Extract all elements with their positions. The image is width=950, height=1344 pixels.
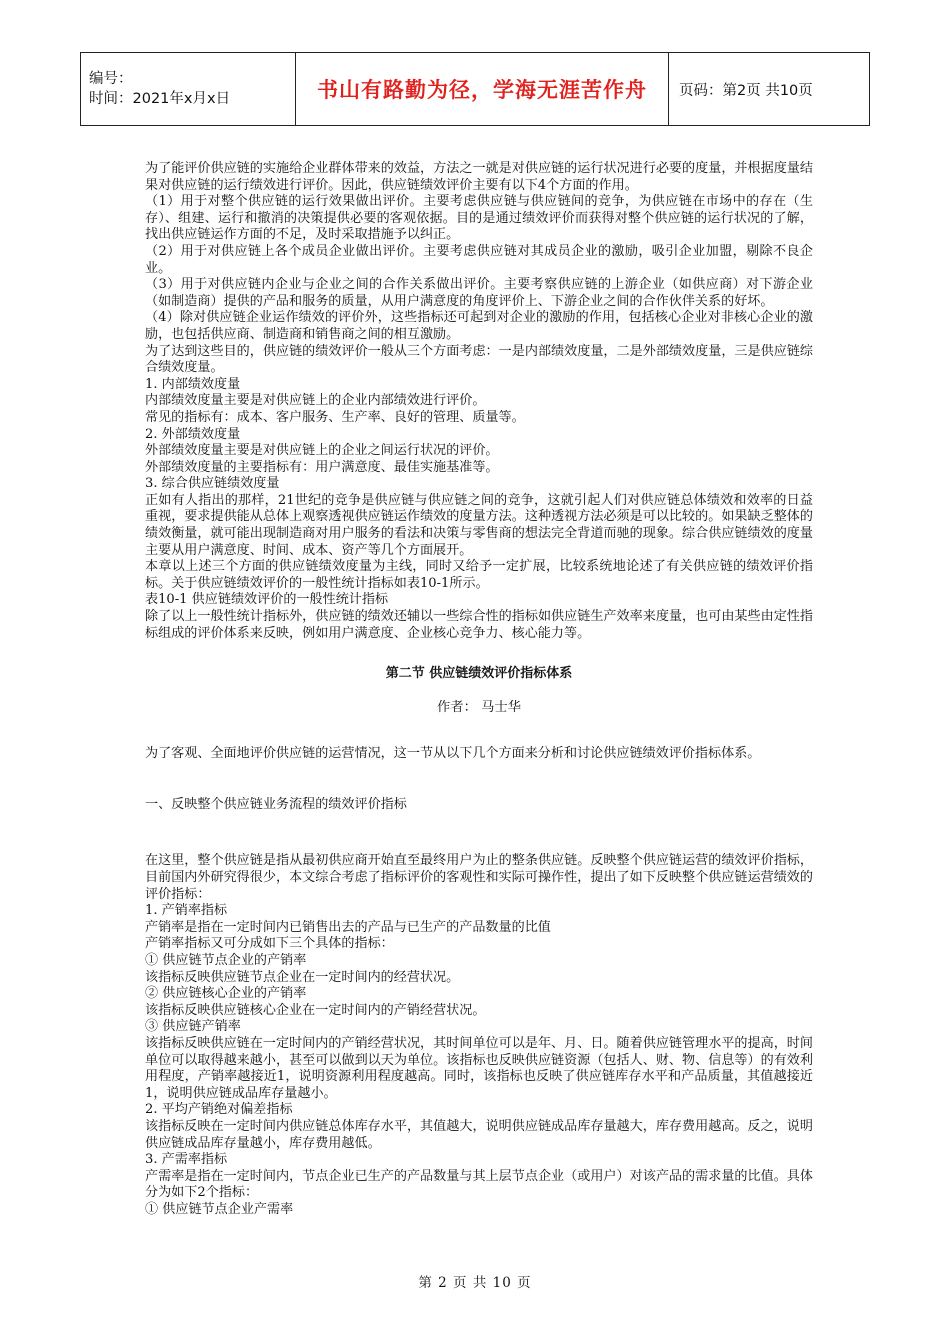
table-caption: 表10-1 供应链绩效评价的一般性统计指标 xyxy=(145,592,389,608)
paragraph: 在这里，整个供应链是指从最初供应商开始直至最终用户为止的整条供应链。反映整个供应链运营的绩效评价指标，目前国内外研究得很少，本文综合考虑了指标评价的客观性和实际可操作性，提出了如下反映整个供应链运营绩效的评价指标： xyxy=(145,853,813,902)
subsection-heading: 一、反映整个供应链业务流程的绩效评价指标 xyxy=(145,796,407,812)
paragraph: 该指标反映供应链在一定时间内的产销经营状况，其时间单位可以是年、月、日。随着供应链管理水平的提高，时间单位可以取得越来越小，甚至可以做到以天为单位。该指标也反映供应链资源（包括人、财、物、信息等）的有效利用程度，产销率越接近1，说明资源利用程度越高。同时，该指标也反映了供应链库存水平和产品质量，其值越接近1，说明供应链成品库存量越小。 xyxy=(145,1035,813,1101)
list-heading: 1. 产销率指标 xyxy=(145,903,228,919)
paragraph: （2）用于对供应链上各个成员企业做出评价。主要考虑供应链对其成员企业的激励，吸引企业加盟，剔除不良企业。 xyxy=(145,243,813,276)
section-title: 第二节 供应链绩效评价指标体系 xyxy=(385,666,573,682)
body-block-2 xyxy=(145,853,813,1218)
author-line: 作者： 马士华 xyxy=(436,700,521,716)
paragraph: （4）除对供应链企业运作绩效的评价外，这些指标还可起到对企业的激励的作用，包括核心企业对非核心企业的激励，也包括供应商、制造商和销售商之间的相互激励。 xyxy=(145,310,813,342)
page-footer: 第 2 页 共 10 页 xyxy=(418,1275,532,1291)
document-date-label: 时间：2021年x月x日 xyxy=(89,91,231,107)
paragraph: 外部绩效度量的主要指标有：用户满意度、最佳实施基准等。 xyxy=(145,459,499,475)
paragraph: 本章以上述三个方面的供应链绩效度量为主线，同时又给予一定扩展，比较系统地论述了有关供应链的绩效评价指标。关于供应链绩效评价的一般性统计指标如表10-1所示。 xyxy=(145,559,813,591)
document-number-label: 编号： xyxy=(89,71,133,87)
paragraph: （1）用于对整个供应链的运行效果做出评价。主要考虑供应链与供应链间的竞争，为供应链在市场中的存在（生存）、组建、运行和撤消的决策提供必要的客观依据。目的是通过绩效评价而获得对整个供应链的运行状况的了解，找出供应链运作方面的不足，及时采取措施予以纠正。 xyxy=(145,194,813,243)
body-block-1 xyxy=(145,161,813,642)
paragraph: 除了以上一般性统计指标外，供应链的绩效还辅以一些综合性的指标如供应链生产效率来度量，也可由某些由定性指标组成的评价体系来反映，例如用户满意度、企业核心竞争力、核心能力等。 xyxy=(145,609,813,641)
paragraph: 该指标反映供应链节点企业在一定时间内的经营状况。 xyxy=(145,969,460,985)
header-motto: 书山有路勤为径，学海无涯苦作舟 xyxy=(296,53,669,126)
list-heading: 3. 综合供应链绩效度量 xyxy=(145,476,280,492)
paragraph: 为了能评价供应链的实施给企业群体带来的效益，方法之一就是对供应链的运行状况进行必要的度量，并根据度量结果对供应链的运行绩效进行评价。因此，供应链绩效评价主要有以下4个方面的作用。 xyxy=(145,161,813,193)
document-body xyxy=(145,161,813,1218)
page-header xyxy=(80,52,870,126)
list-heading: 2. 平均产销绝对偏差指标 xyxy=(145,1102,293,1118)
paragraph: 该指标反映在一定时间内供应链总体库存水平，其值越大，说明供应链成品库存量越大，库存费用越高。反之，说明供应链成品库存量越小，库存费用越低。 xyxy=(145,1118,813,1151)
paragraph: 正如有人指出的那样，21世纪的竞争是供应链与供应链之间的竞争，这就引起人们对供应链总体绩效和效率的日益重视，要求提供能从总体上观察透视供应链运作绩效的度量方法。这种透视方法必须是可以比较的。如果缺乏整体的绩效衡量，就可能出现制造商对用户服务的看法和决策与零售商的想法完全背道而驰的现象。综合供应链绩效的度量主要从用户满意度、时间、成本、资产等几个方面展开。 xyxy=(145,492,813,558)
header-page-info: 页码：第2页 共10页 xyxy=(669,53,870,126)
paragraph: 产销率是指在一定时间内已销售出去的产品与已生产的产品数量的比值 xyxy=(145,919,551,935)
paragraph: 外部绩效度量主要是对供应链上的企业之间运行状况的评价。 xyxy=(145,443,499,459)
list-item: ② 供应链核心企业的产销率 xyxy=(145,986,307,1002)
list-item: ① 供应链节点企业的产销率 xyxy=(145,952,307,968)
list-item: ③ 供应链产销率 xyxy=(145,1019,241,1035)
paragraph: 内部绩效度量主要是对供应链上的企业内部绩效进行评价。 xyxy=(145,393,486,409)
section-intro: 为了客观、全面地评价供应链的运营情况，这一节从以下几个方面来分析和讨论供应链绩效评价指标体系。 xyxy=(145,746,761,762)
paragraph: 产需率是指在一定时间内，节点企业已生产的产品数量与其上层节点企业（或用户）对该产品的需求量的比值。具体分为如下2个指标： xyxy=(145,1168,813,1201)
list-item: ① 供应链节点企业产需率 xyxy=(145,1201,294,1217)
list-heading: 1. 内部绩效度量 xyxy=(145,376,241,392)
paragraph: 为了达到这些目的，供应链的绩效评价一般从三个方面考虑：一是内部绩效度量，二是外部绩效度量，三是供应链综合绩效度量。 xyxy=(145,343,813,376)
header-meta-cell xyxy=(81,53,296,126)
list-heading: 3. 产需率指标 xyxy=(145,1152,228,1168)
paragraph: 常见的指标有：成本、客户服务、生产率、良好的管理、质量等。 xyxy=(145,409,525,425)
paragraph: 该指标反映供应链核心企业在一定时间内的产销经营状况。 xyxy=(145,1002,486,1018)
list-heading: 2. 外部绩效度量 xyxy=(145,426,241,442)
paragraph: （3）用于对供应链内企业与企业之间的合作关系做出评价。主要考察供应链的上游企业（如供应商）对下游企业（如制造商）提供的产品和服务的质量，从用户满意度的角度评价上、下游企业之间的合作伙伴关系的好坏。 xyxy=(145,277,813,309)
paragraph: 产销率指标又可分成如下三个具体的指标： xyxy=(145,936,394,952)
